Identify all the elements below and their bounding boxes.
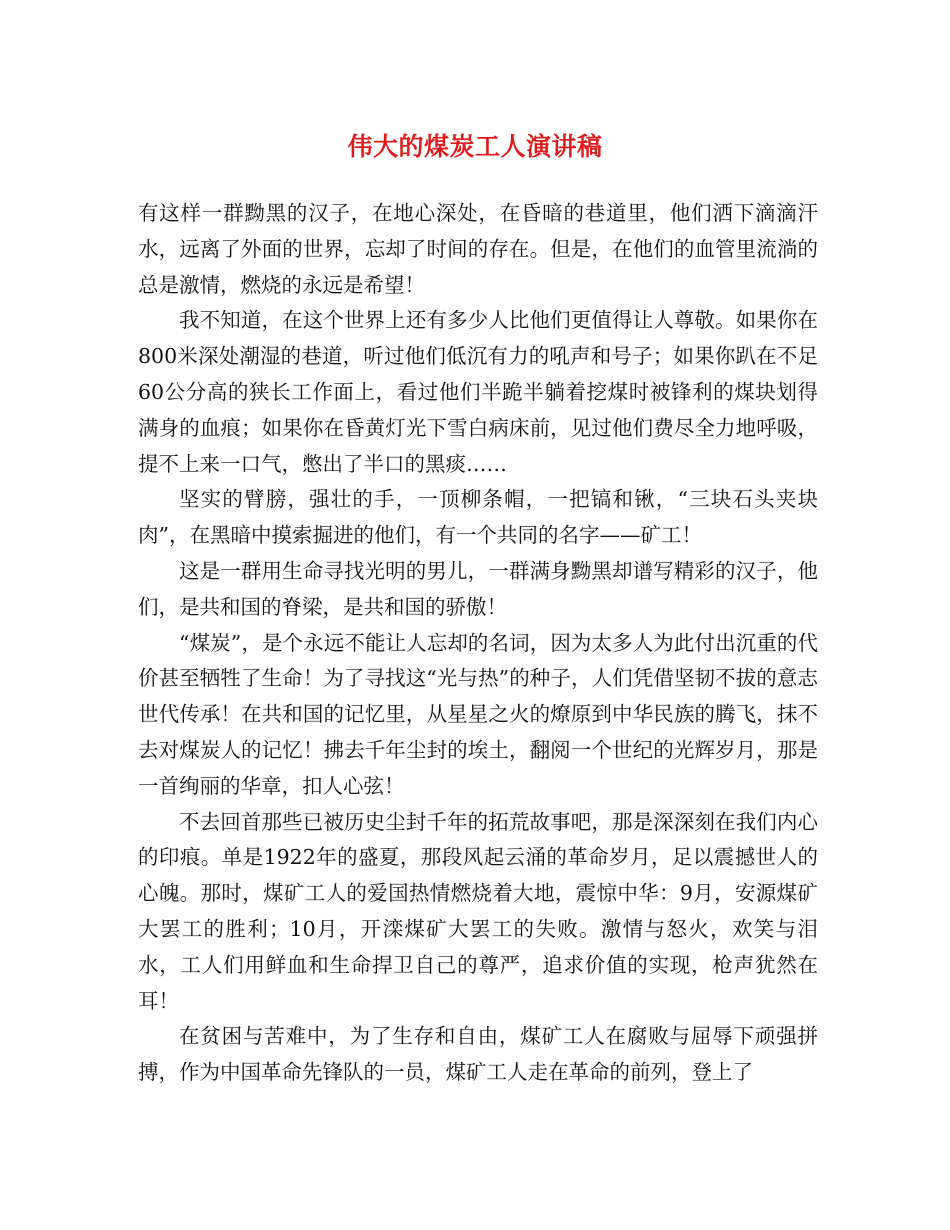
paragraph-2: 我不知道，在这个世界上还有多少人比他们更值得让人尊敬。如果你在800米深处潮湿的巷道，听过他们低沉有力的吼声和号子；如果你趴在不足60公分高的狭长工作面上，看过他们半跪半躺着挖煤时被锋利的煤块划得满身的血痕；如果你在昏黄灯光下雪白病床前，见过他们费尽全力地呼吸，提不上来一口气，憋出了半口的黑痰……	[138, 308, 818, 476]
paragraph-7: 在贫困与苦难中，为了生存和自由，煤矿工人在腐败与屈辱下顽强拼搏，作为中国革命先锋队的一员，煤矿工人走在革命的前列，登上了	[138, 1024, 818, 1085]
document-title: 伟大的煤炭工人演讲稿	[347, 132, 603, 161]
paragraph-4: 这是一群用生命寻找光明的男儿，一群满身黝黑却谱写精彩的汉子，他们，是共和国的脊梁，是共和国的骄傲！	[138, 558, 818, 619]
paragraph-5: “煤炭”，是个永远不能让人忘却的名词，因为太多人为此付出沉重的代价甚至牺牲了生命！为了寻找这“光与热”的种子，人们凭借坚韧不拔的意志世代传承！在共和国的记忆里，从星星之火的燎原到中华民族的腾飞，抹不去对煤炭人的记忆！拂去千年尘封的埃土，翻阅一个世纪的光辉岁月，那是一首绚丽的华章，扣人心弦！	[138, 630, 818, 798]
paragraph-3: 坚实的臂膀，强壮的手，一顶柳条帽，一把镐和锹，“三块石头夹块肉”，在黑暗中摸索掘进的他们，有一个共同的名字——矿工！	[138, 487, 818, 548]
paragraph-6: 不去回首那些已被历史尘封千年的拓荒故事吧，那是深深刻在我们内心的印痕。单是1922年的盛夏，那段风起云涌的革命岁月，足以震撼世人的心魄。那时，煤矿工人的爱国热情燃烧着大地，震惊中华：9月，安源煤矿大罢工的胜利；10月，开滦煤矿大罢工的失败。激情与怒火，欢笑与泪水，工人们用鲜血和生命捍卫自己的尊严，追求价值的实现，枪声犹然在耳！	[138, 809, 818, 1013]
document-body	[138, 196, 818, 1091]
paragraph-1: 有这样一群黝黑的汉子，在地心深处，在昏暗的巷道里，他们洒下滴滴汗水，远离了外面的世界，忘却了时间的存在。但是，在他们的血管里流淌的总是激情，燃烧的永远是希望！	[138, 201, 818, 297]
